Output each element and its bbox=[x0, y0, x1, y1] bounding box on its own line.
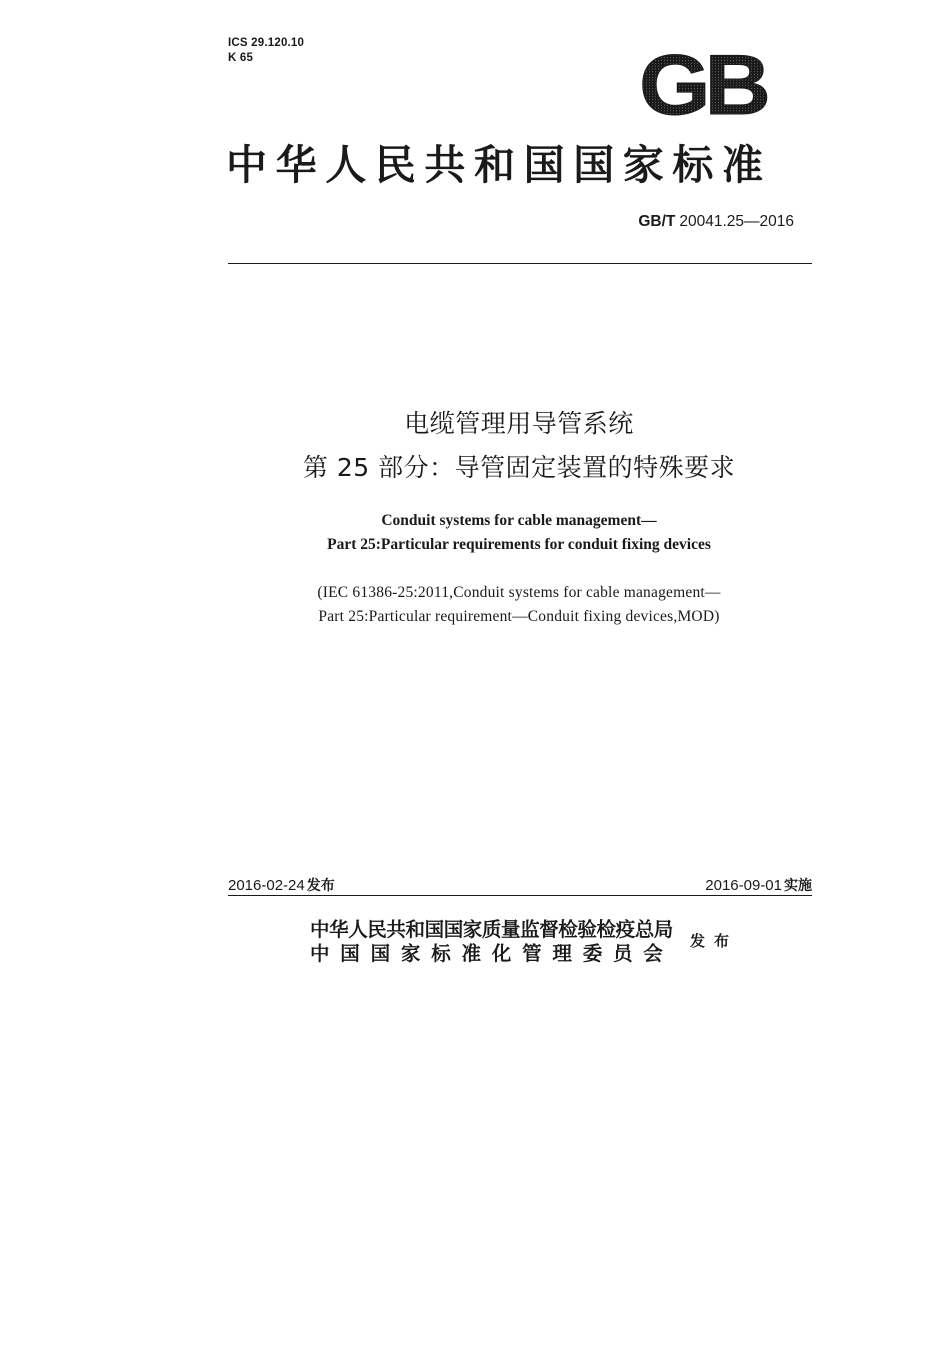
implement-date bbox=[705, 875, 812, 895]
gb-logo bbox=[630, 48, 774, 124]
title-en-line1: Conduit systems for cable management— bbox=[381, 512, 657, 529]
ics-block bbox=[228, 36, 304, 66]
issue-date-label: 发布 bbox=[306, 878, 335, 894]
title-cn-line2: 第 25 部分：导管固定装置的特殊要求 bbox=[302, 453, 736, 482]
iec-reference-line1: (IEC 61386-25:2011,Conduit systems for cable management— bbox=[317, 584, 721, 601]
issuer-line1: 中华人民共和国国家质量监督检验检疫总局 bbox=[310, 918, 673, 941]
standard-number bbox=[638, 213, 794, 231]
publish-label: 发布 bbox=[690, 932, 739, 950]
footer-divider bbox=[228, 895, 812, 896]
header-divider bbox=[228, 263, 812, 264]
title-en-line2: Part 25:Particular requirements for conduit fixing devices bbox=[327, 536, 711, 553]
title-cn-line1: 电缆管理用导管系统 bbox=[404, 409, 634, 438]
ics-code: ICS 29.120.10 bbox=[228, 37, 305, 49]
iec-reference-line2: Part 25:Particular requirement—Conduit fixing devices,MOD) bbox=[318, 608, 720, 625]
issue-date-value: 2016-02-24 bbox=[228, 877, 305, 894]
implement-date-label: 实施 bbox=[784, 878, 812, 894]
gb-logo-text: GB bbox=[639, 48, 765, 124]
standard-number-value: 20041.25—2016 bbox=[679, 213, 794, 230]
issue-date bbox=[228, 875, 335, 895]
standard-number-prefix: GB/T bbox=[638, 213, 676, 230]
classification-code: K 65 bbox=[228, 52, 254, 64]
issuer-line2: 中国国家标准化管理委员会 bbox=[310, 942, 674, 965]
national-standard-title: 中华人民共和国国家标准 bbox=[226, 141, 772, 189]
implement-date-value: 2016-09-01 bbox=[705, 877, 782, 894]
